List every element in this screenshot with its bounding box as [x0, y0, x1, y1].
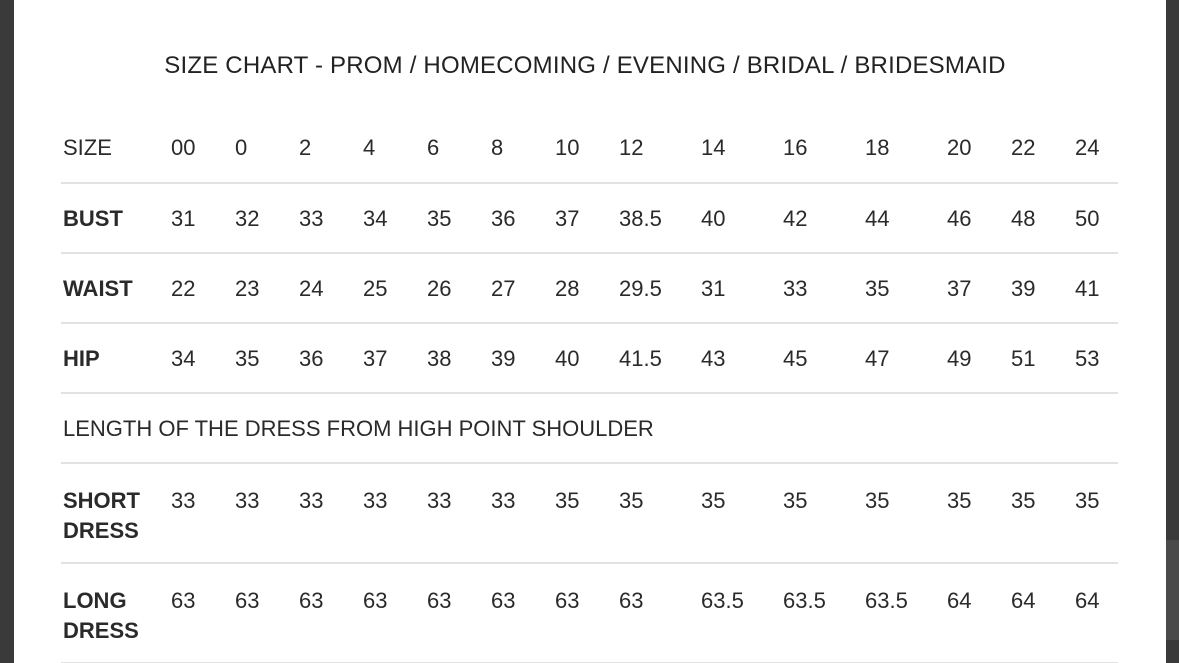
short-dress-value: 33 — [299, 463, 363, 563]
short-dress-value: 35 — [783, 463, 865, 563]
size-cell: 00 — [171, 135, 196, 160]
long-dress-value: 64 — [1011, 563, 1075, 663]
bust-value: 33 — [299, 183, 363, 253]
size-chart-modal — [14, 0, 1166, 663]
bust-value: 36 — [491, 183, 555, 253]
hip-label: HIP — [61, 323, 171, 393]
long-dress-value: 63 — [427, 563, 491, 663]
long-dress-value: 63 — [171, 563, 235, 663]
bust-value: 46 — [947, 183, 1011, 253]
long-dress-value: 63.5 — [865, 563, 947, 663]
bust-value: 50 — [1075, 183, 1118, 253]
long-dress-value: 64 — [1075, 563, 1118, 663]
size-cell: 14 — [701, 135, 726, 160]
waist-value: 25 — [363, 253, 427, 323]
long-dress-label-line2: DRESS — [63, 618, 139, 643]
short-dress-value: 33 — [491, 463, 555, 563]
size-cell: 0 — [235, 135, 248, 160]
hip-value: 45 — [783, 323, 865, 393]
bust-value: 35 — [427, 183, 491, 253]
waist-value: 39 — [1011, 253, 1075, 323]
long-dress-value: 63.5 — [783, 563, 865, 663]
hip-row — [61, 323, 1118, 393]
bust-value: 42 — [783, 183, 865, 253]
size-cell: 10 — [555, 135, 580, 160]
hip-value: 40 — [555, 323, 619, 393]
bust-value: 38.5 — [619, 183, 701, 253]
hip-value: 47 — [865, 323, 947, 393]
short-dress-value: 35 — [1011, 463, 1075, 563]
short-dress-value: 35 — [701, 463, 783, 563]
hip-value: 34 — [171, 323, 235, 393]
size-header-row — [61, 114, 1118, 183]
short-dress-label — [61, 463, 171, 563]
hip-value: 37 — [363, 323, 427, 393]
hip-value: 49 — [947, 323, 1011, 393]
bust-value: 44 — [865, 183, 947, 253]
hip-value: 39 — [491, 323, 555, 393]
waist-value: 41 — [1075, 253, 1118, 323]
background-overlay-edge — [1166, 540, 1179, 640]
hip-value: 36 — [299, 323, 363, 393]
bust-value: 32 — [235, 183, 299, 253]
long-dress-value: 63 — [235, 563, 299, 663]
waist-value: 24 — [299, 253, 363, 323]
size-chart-table — [61, 114, 1118, 663]
size-cell: 16 — [783, 135, 808, 160]
short-dress-value: 35 — [865, 463, 947, 563]
short-dress-label-line2: DRESS — [63, 518, 139, 543]
size-cell: 22 — [1011, 135, 1036, 160]
short-dress-value: 33 — [363, 463, 427, 563]
bust-value: 34 — [363, 183, 427, 253]
waist-value: 26 — [427, 253, 491, 323]
size-header-label: SIZE — [63, 135, 112, 160]
waist-value: 27 — [491, 253, 555, 323]
short-dress-row — [61, 463, 1118, 563]
short-dress-value: 35 — [619, 463, 701, 563]
short-dress-value: 33 — [427, 463, 491, 563]
hip-value: 38 — [427, 323, 491, 393]
waist-value: 28 — [555, 253, 619, 323]
size-cell: 8 — [491, 135, 504, 160]
long-dress-value: 63 — [363, 563, 427, 663]
short-dress-value: 35 — [1075, 463, 1118, 563]
size-cell: 2 — [299, 135, 312, 160]
waist-value: 33 — [783, 253, 865, 323]
long-dress-value: 63 — [555, 563, 619, 663]
long-dress-label — [61, 563, 171, 663]
size-cell: 12 — [619, 135, 644, 160]
short-dress-value: 33 — [171, 463, 235, 563]
hip-value: 43 — [701, 323, 783, 393]
long-dress-label-line1: LONG — [63, 588, 127, 613]
bust-label: BUST — [61, 183, 171, 253]
hip-value: 53 — [1075, 323, 1118, 393]
size-cell: 24 — [1075, 135, 1100, 160]
short-dress-label-line1: SHORT — [63, 488, 140, 513]
hip-value: 35 — [235, 323, 299, 393]
long-dress-value: 63 — [619, 563, 701, 663]
bust-value: 48 — [1011, 183, 1075, 253]
bust-value: 37 — [555, 183, 619, 253]
size-cell: 18 — [865, 135, 890, 160]
long-dress-value: 63 — [299, 563, 363, 663]
waist-value: 22 — [171, 253, 235, 323]
waist-row — [61, 253, 1118, 323]
short-dress-value: 35 — [555, 463, 619, 563]
bust-value: 31 — [171, 183, 235, 253]
length-note-row — [61, 393, 1118, 463]
waist-value: 37 — [947, 253, 1011, 323]
size-cell: 6 — [427, 135, 440, 160]
long-dress-value: 63 — [491, 563, 555, 663]
waist-value: 23 — [235, 253, 299, 323]
waist-label: WAIST — [61, 253, 171, 323]
size-cell: 20 — [947, 135, 972, 160]
size-chart-title: SIZE CHART - PROM / HOMECOMING / EVENING / BRIDAL / BRIDESMAID — [164, 52, 1006, 79]
short-dress-value: 33 — [235, 463, 299, 563]
waist-value: 35 — [865, 253, 947, 323]
hip-value: 51 — [1011, 323, 1075, 393]
long-dress-value: 63.5 — [701, 563, 783, 663]
long-dress-value: 64 — [947, 563, 1011, 663]
size-cell: 4 — [363, 135, 376, 160]
long-dress-row — [61, 563, 1118, 663]
hip-value: 41.5 — [619, 323, 701, 393]
length-note: LENGTH OF THE DRESS FROM HIGH POINT SHOULDER — [61, 393, 1118, 463]
short-dress-value: 35 — [947, 463, 1011, 563]
bust-value: 40 — [701, 183, 783, 253]
bust-row — [61, 183, 1118, 253]
waist-value: 31 — [701, 253, 783, 323]
waist-value: 29.5 — [619, 253, 701, 323]
